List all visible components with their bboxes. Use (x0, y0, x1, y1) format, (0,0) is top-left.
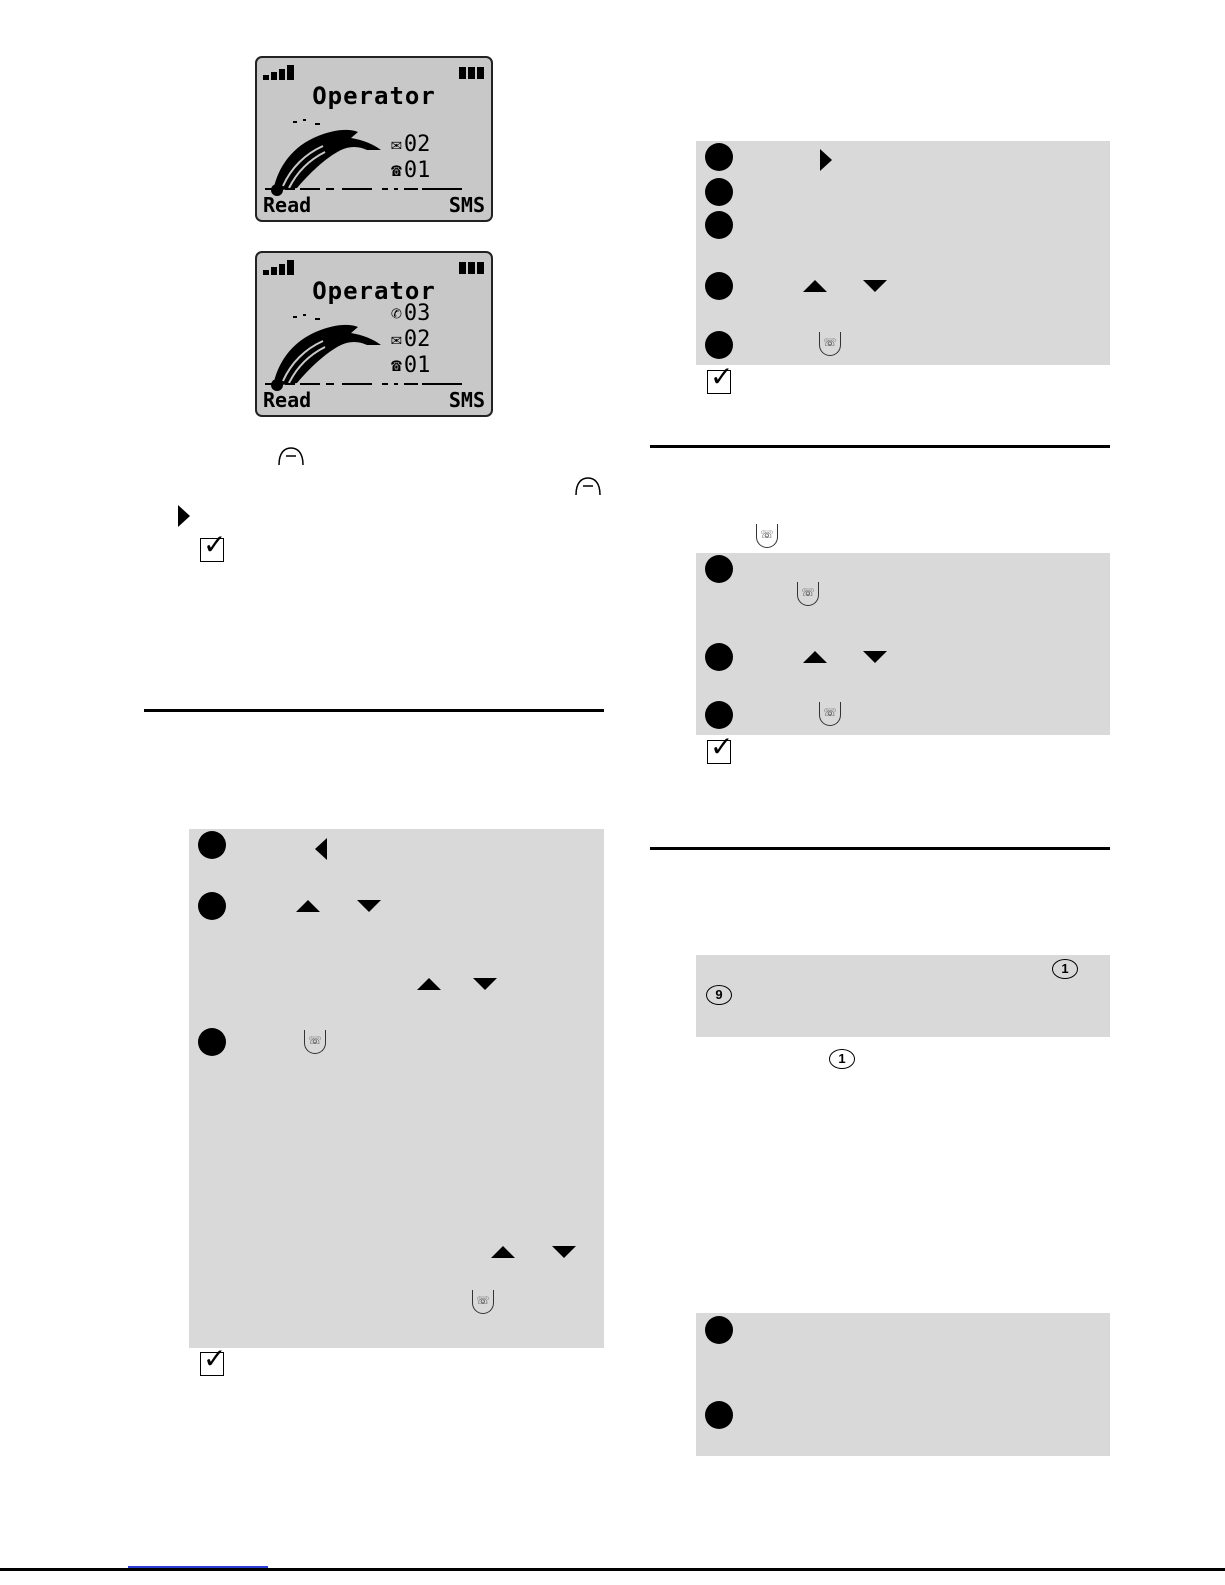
step-marker (198, 892, 226, 920)
voicemail-icon: ✆ (391, 303, 402, 324)
softkey-icon (574, 476, 602, 496)
up-arrow-icon (296, 900, 320, 912)
key-1-icon: 1 (1052, 959, 1078, 979)
section-divider (650, 847, 1110, 850)
phone-screen-1 (255, 56, 493, 222)
up-arrow-icon (803, 651, 827, 663)
footer-rule (0, 1568, 1225, 1571)
operator-name: Operator (312, 277, 436, 305)
right-arrow-icon (178, 505, 190, 527)
step-marker (198, 1028, 226, 1056)
instruction-panel (696, 1313, 1110, 1456)
check-icon: ✓ (200, 1352, 224, 1376)
check-icon: ✓ (200, 538, 224, 562)
section-divider (144, 709, 604, 712)
step-marker (705, 143, 733, 171)
step-marker (198, 831, 226, 859)
check-icon: ✓ (707, 740, 731, 764)
envelope-icon: ✉ (391, 134, 402, 155)
call-key-icon: ☏ (797, 582, 819, 606)
step-marker (705, 1401, 733, 1429)
envelope-icon: ✉ (391, 329, 402, 350)
down-arrow-icon (473, 978, 497, 990)
up-arrow-icon (491, 1246, 515, 1258)
call-key-icon: ☏ (472, 1290, 494, 1314)
right-softkey-label: SMS (448, 193, 485, 217)
ground-line (265, 381, 491, 387)
left-arrow-icon (315, 838, 327, 860)
down-arrow-icon (863, 280, 887, 292)
voicemail-counter: ✆ 03 (391, 301, 431, 326)
signal-strength-icon (263, 259, 299, 275)
call-key-icon: ☏ (819, 332, 841, 356)
ground-line (265, 186, 491, 192)
battery-icon (459, 67, 485, 79)
left-softkey-label: Read (263, 193, 312, 217)
call-key-icon: ☏ (756, 524, 778, 548)
signal-strength-icon (263, 64, 299, 80)
missed-call-counter: ☎ 01 (391, 353, 431, 378)
instruction-panel (696, 141, 1110, 365)
step-marker (705, 211, 733, 239)
message-counter: ✉ 02 (391, 132, 431, 157)
step-marker (705, 643, 733, 671)
step-marker (705, 178, 733, 206)
missed-call-icon: ☎ (391, 160, 402, 181)
instruction-panel (696, 553, 1110, 735)
left-softkey-label: Read (263, 388, 312, 412)
instruction-panel (189, 829, 604, 1348)
section-divider (650, 445, 1110, 448)
dolphin-wallpaper-icon (263, 311, 393, 391)
message-counter: ✉ 02 (391, 327, 431, 352)
phone-screen-2 (255, 251, 493, 417)
right-arrow-icon (820, 149, 832, 171)
down-arrow-icon (863, 651, 887, 663)
right-softkey-label: SMS (448, 388, 485, 412)
missed-call-icon: ☎ (391, 355, 402, 376)
step-marker (705, 701, 733, 729)
step-marker (705, 1316, 733, 1344)
step-marker (705, 272, 733, 300)
down-arrow-icon (357, 900, 381, 912)
battery-icon (459, 262, 485, 274)
key-1-icon: 1 (829, 1049, 855, 1069)
check-icon: ✓ (707, 370, 731, 394)
operator-name: Operator (312, 82, 436, 110)
up-arrow-icon (417, 978, 441, 990)
missed-call-counter: ☎ 01 (391, 158, 431, 183)
call-key-icon: ☏ (819, 702, 841, 726)
dolphin-wallpaper-icon (263, 116, 393, 196)
down-arrow-icon (552, 1246, 576, 1258)
key-9-icon: 9 (706, 985, 732, 1005)
call-key-icon: ☏ (304, 1030, 326, 1054)
step-marker (705, 331, 733, 359)
softkey-icon (277, 446, 305, 466)
up-arrow-icon (803, 280, 827, 292)
step-marker (705, 555, 733, 583)
note-panel (696, 955, 1110, 1037)
